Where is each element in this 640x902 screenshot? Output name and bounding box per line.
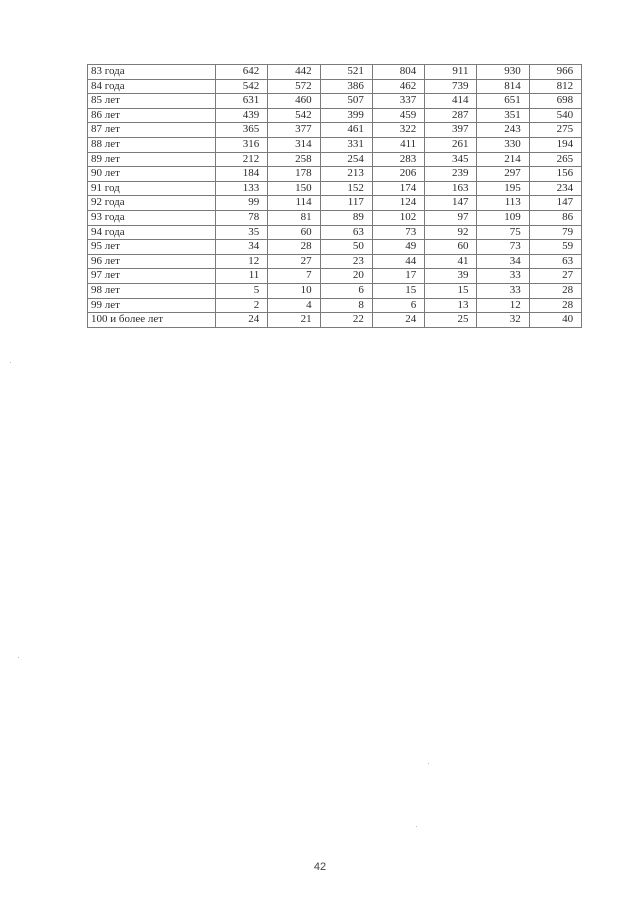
value-cell: 275 — [529, 123, 581, 138]
value-cell: 15 — [425, 283, 477, 298]
value-cell: 461 — [320, 123, 372, 138]
value-cell: 25 — [425, 313, 477, 328]
value-cell: 698 — [529, 94, 581, 109]
value-cell: 254 — [320, 152, 372, 167]
value-cell: 50 — [320, 240, 372, 255]
value-cell: 194 — [529, 137, 581, 152]
value-cell: 195 — [477, 181, 529, 196]
value-cell: 114 — [268, 196, 320, 211]
value-cell: 6 — [372, 298, 424, 313]
value-cell: 462 — [372, 79, 424, 94]
value-cell: 261 — [425, 137, 477, 152]
value-cell: 28 — [529, 298, 581, 313]
value-cell: 81 — [268, 210, 320, 225]
value-cell: 73 — [372, 225, 424, 240]
table-row — [88, 181, 582, 196]
value-cell: 13 — [425, 298, 477, 313]
value-cell: 814 — [477, 79, 529, 94]
age-group-cell: 92 года — [88, 196, 216, 211]
value-cell: 109 — [477, 210, 529, 225]
value-cell: 163 — [425, 181, 477, 196]
value-cell: 12 — [477, 298, 529, 313]
value-cell: 63 — [320, 225, 372, 240]
value-cell: 439 — [216, 108, 268, 123]
value-cell: 572 — [268, 79, 320, 94]
age-group-cell: 98 лет — [88, 283, 216, 298]
age-group-cell: 100 и более лет — [88, 313, 216, 328]
age-group-cell: 87 лет — [88, 123, 216, 138]
table-row — [88, 298, 582, 313]
value-cell: 642 — [216, 65, 268, 80]
value-cell: 11 — [216, 269, 268, 284]
value-cell: 459 — [372, 108, 424, 123]
value-cell: 102 — [372, 210, 424, 225]
value-cell: 345 — [425, 152, 477, 167]
value-cell: 60 — [268, 225, 320, 240]
value-cell: 10 — [268, 283, 320, 298]
table-row — [88, 240, 582, 255]
value-cell: 206 — [372, 167, 424, 182]
value-cell: 79 — [529, 225, 581, 240]
age-group-cell: 96 лет — [88, 254, 216, 269]
value-cell: 542 — [216, 79, 268, 94]
value-cell: 542 — [268, 108, 320, 123]
table-row — [88, 137, 582, 152]
value-cell: 33 — [477, 269, 529, 284]
value-cell: 507 — [320, 94, 372, 109]
age-group-cell: 88 лет — [88, 137, 216, 152]
value-cell: 460 — [268, 94, 320, 109]
scan-speck — [428, 763, 429, 764]
value-cell: 34 — [216, 240, 268, 255]
table-row — [88, 65, 582, 80]
value-cell: 399 — [320, 108, 372, 123]
value-cell: 297 — [477, 167, 529, 182]
value-cell: 386 — [320, 79, 372, 94]
value-cell: 40 — [529, 313, 581, 328]
value-cell: 41 — [425, 254, 477, 269]
table-row — [88, 167, 582, 182]
value-cell: 23 — [320, 254, 372, 269]
value-cell: 28 — [529, 283, 581, 298]
value-cell: 12 — [216, 254, 268, 269]
age-group-cell: 90 лет — [88, 167, 216, 182]
table-row — [88, 283, 582, 298]
value-cell: 20 — [320, 269, 372, 284]
value-cell: 442 — [268, 65, 320, 80]
value-cell: 243 — [477, 123, 529, 138]
value-cell: 287 — [425, 108, 477, 123]
table-row — [88, 123, 582, 138]
value-cell: 651 — [477, 94, 529, 109]
value-cell: 631 — [216, 94, 268, 109]
value-cell: 133 — [216, 181, 268, 196]
value-cell: 365 — [216, 123, 268, 138]
value-cell: 739 — [425, 79, 477, 94]
value-cell: 27 — [529, 269, 581, 284]
value-cell: 2 — [216, 298, 268, 313]
value-cell: 24 — [216, 313, 268, 328]
value-cell: 214 — [477, 152, 529, 167]
value-cell: 124 — [372, 196, 424, 211]
value-cell: 337 — [372, 94, 424, 109]
value-cell: 28 — [268, 240, 320, 255]
value-cell: 117 — [320, 196, 372, 211]
value-cell: 540 — [529, 108, 581, 123]
value-cell: 73 — [477, 240, 529, 255]
value-cell: 49 — [372, 240, 424, 255]
table-row — [88, 108, 582, 123]
value-cell: 283 — [372, 152, 424, 167]
value-cell: 314 — [268, 137, 320, 152]
value-cell: 152 — [320, 181, 372, 196]
value-cell: 174 — [372, 181, 424, 196]
age-group-cell: 89 лет — [88, 152, 216, 167]
value-cell: 8 — [320, 298, 372, 313]
value-cell: 78 — [216, 210, 268, 225]
value-cell: 6 — [320, 283, 372, 298]
value-cell: 24 — [372, 313, 424, 328]
scan-speck — [18, 657, 19, 658]
page-number: 42 — [313, 861, 327, 873]
age-group-cell: 84 года — [88, 79, 216, 94]
value-cell: 377 — [268, 123, 320, 138]
age-group-cell: 99 лет — [88, 298, 216, 313]
value-cell: 239 — [425, 167, 477, 182]
value-cell: 92 — [425, 225, 477, 240]
value-cell: 147 — [529, 196, 581, 211]
value-cell: 351 — [477, 108, 529, 123]
value-cell: 59 — [529, 240, 581, 255]
value-cell: 75 — [477, 225, 529, 240]
value-cell: 397 — [425, 123, 477, 138]
value-cell: 33 — [477, 283, 529, 298]
value-cell: 150 — [268, 181, 320, 196]
value-cell: 911 — [425, 65, 477, 80]
value-cell: 15 — [372, 283, 424, 298]
table-row — [88, 313, 582, 328]
age-group-cell: 85 лет — [88, 94, 216, 109]
value-cell: 411 — [372, 137, 424, 152]
value-cell: 930 — [477, 65, 529, 80]
table-row — [88, 254, 582, 269]
table-body — [88, 65, 582, 328]
table-row — [88, 152, 582, 167]
value-cell: 812 — [529, 79, 581, 94]
value-cell: 44 — [372, 254, 424, 269]
value-cell: 212 — [216, 152, 268, 167]
value-cell: 34 — [477, 254, 529, 269]
value-cell: 213 — [320, 167, 372, 182]
value-cell: 86 — [529, 210, 581, 225]
table-row — [88, 269, 582, 284]
value-cell: 156 — [529, 167, 581, 182]
scan-speck — [416, 826, 417, 827]
value-cell: 39 — [425, 269, 477, 284]
value-cell: 7 — [268, 269, 320, 284]
value-cell: 99 — [216, 196, 268, 211]
value-cell: 32 — [477, 313, 529, 328]
age-group-cell: 97 лет — [88, 269, 216, 284]
value-cell: 60 — [425, 240, 477, 255]
table-row — [88, 210, 582, 225]
value-cell: 178 — [268, 167, 320, 182]
value-cell: 966 — [529, 65, 581, 80]
value-cell: 184 — [216, 167, 268, 182]
value-cell: 258 — [268, 152, 320, 167]
value-cell: 89 — [320, 210, 372, 225]
age-group-cell: 83 года — [88, 65, 216, 80]
value-cell: 21 — [268, 313, 320, 328]
value-cell: 113 — [477, 196, 529, 211]
value-cell: 414 — [425, 94, 477, 109]
table-row — [88, 196, 582, 211]
age-group-cell: 94 года — [88, 225, 216, 240]
value-cell: 5 — [216, 283, 268, 298]
value-cell: 63 — [529, 254, 581, 269]
age-group-cell: 93 года — [88, 210, 216, 225]
value-cell: 4 — [268, 298, 320, 313]
value-cell: 97 — [425, 210, 477, 225]
value-cell: 331 — [320, 137, 372, 152]
value-cell: 22 — [320, 313, 372, 328]
value-cell: 521 — [320, 65, 372, 80]
scan-speck — [10, 362, 11, 363]
age-group-cell: 91 год — [88, 181, 216, 196]
value-cell: 316 — [216, 137, 268, 152]
age-distribution-table — [87, 64, 582, 328]
value-cell: 322 — [372, 123, 424, 138]
value-cell: 17 — [372, 269, 424, 284]
table-row — [88, 94, 582, 109]
value-cell: 234 — [529, 181, 581, 196]
value-cell: 27 — [268, 254, 320, 269]
age-group-cell: 95 лет — [88, 240, 216, 255]
value-cell: 804 — [372, 65, 424, 80]
value-cell: 265 — [529, 152, 581, 167]
value-cell: 35 — [216, 225, 268, 240]
table-row — [88, 79, 582, 94]
age-group-cell: 86 лет — [88, 108, 216, 123]
table-row — [88, 225, 582, 240]
value-cell: 330 — [477, 137, 529, 152]
value-cell: 147 — [425, 196, 477, 211]
